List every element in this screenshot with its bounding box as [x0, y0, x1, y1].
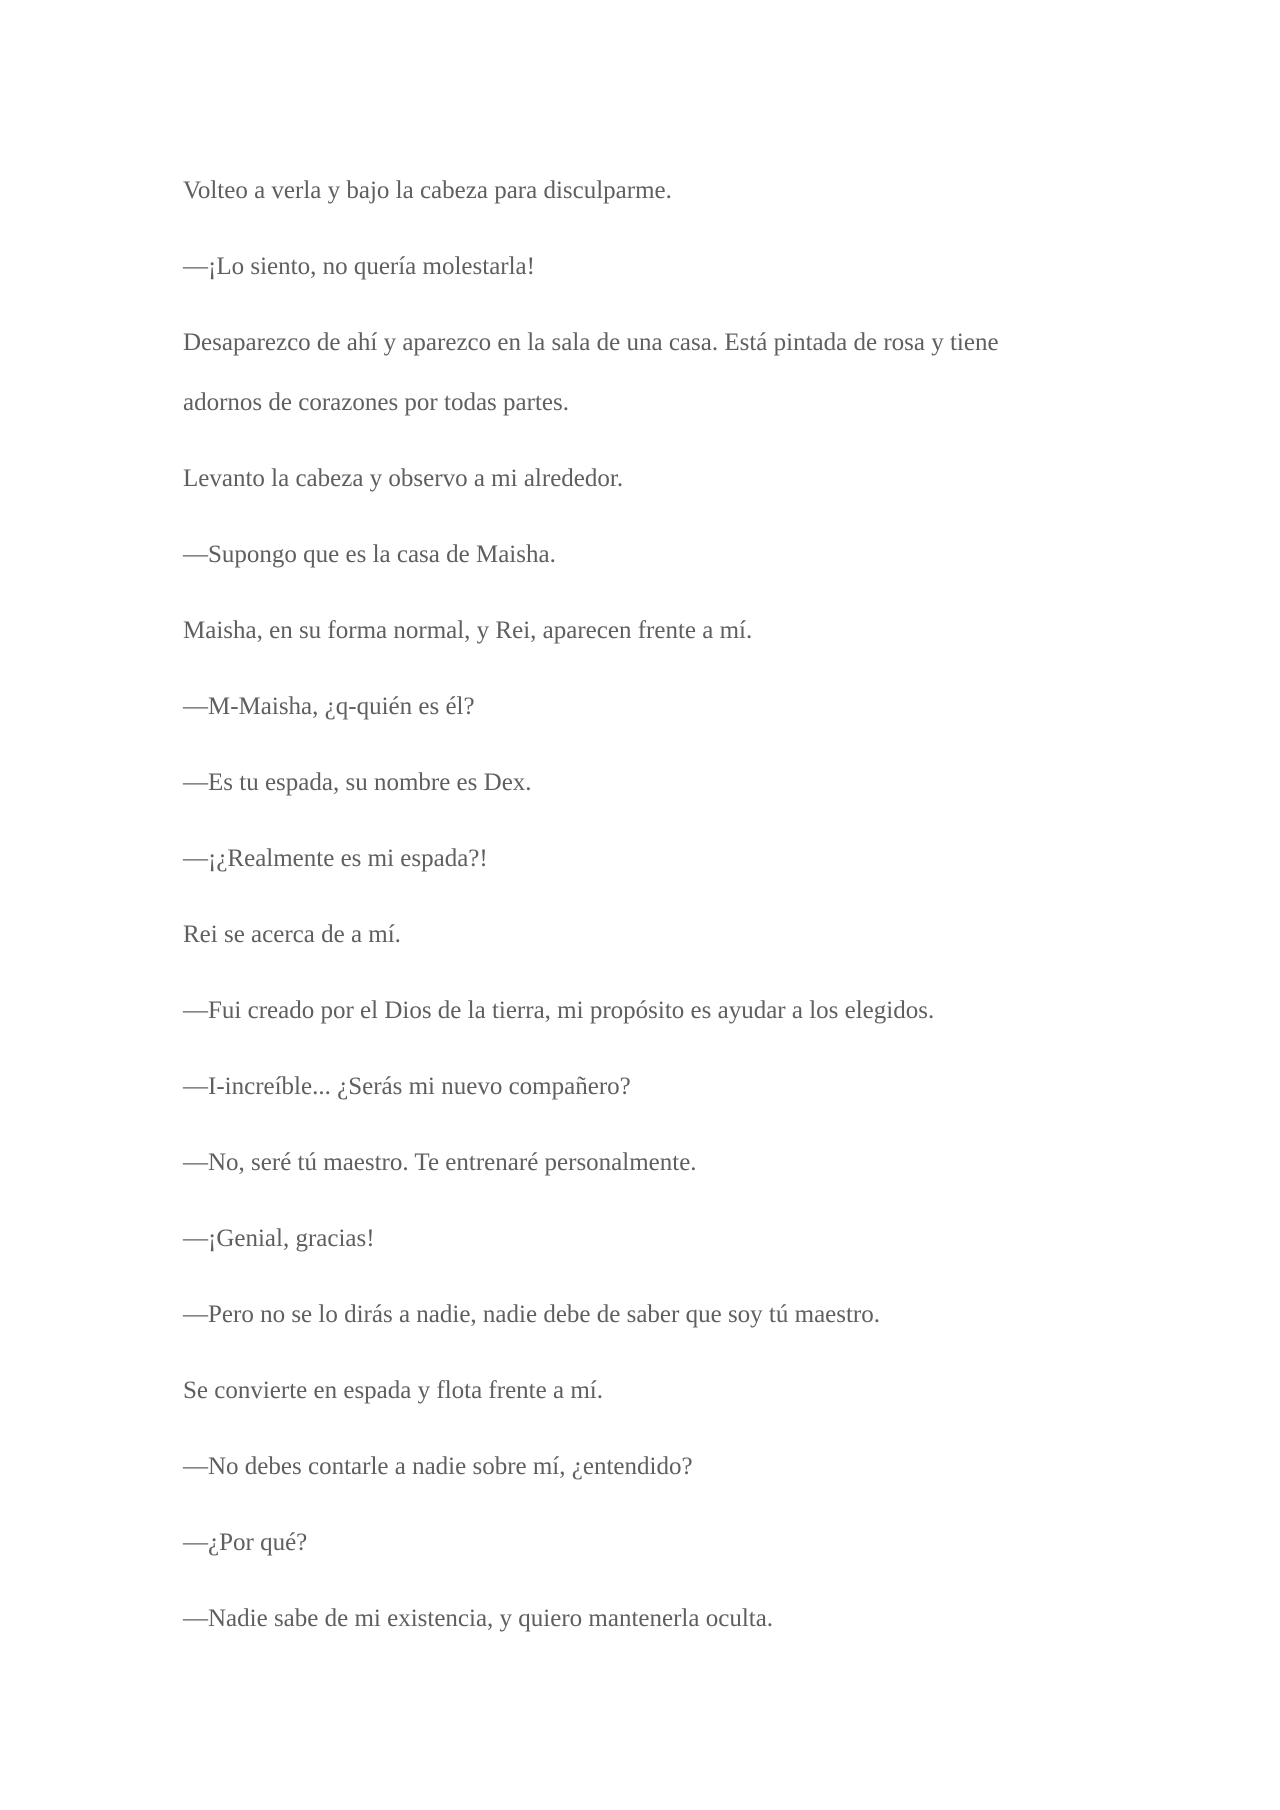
- paragraph: Maisha, en su forma normal, y Rei, aparecen frente a mí.: [183, 617, 753, 644]
- dialogue-line: —M-Maisha, ¿q-quién es él?: [183, 693, 475, 720]
- dialogue-line: —No debes contarle a nadie sobre mí, ¿entendido?: [183, 1453, 693, 1480]
- paragraph: Volteo a verla y bajo la cabeza para disculparme.: [183, 177, 672, 204]
- document-body: [183, 176, 1083, 1680]
- paragraph: Rei se acerca de a mí.: [183, 921, 401, 948]
- dialogue-line: —¡Genial, gracias!: [183, 1225, 375, 1252]
- dialogue-line: —Es tu espada, su nombre es Dex.: [183, 769, 532, 796]
- dialogue-line: —Pero no se lo dirás a nadie, nadie debe de saber que soy tú maestro.: [183, 1301, 881, 1328]
- paragraph: Se convierte en espada y flota frente a mí.: [183, 1377, 603, 1404]
- dialogue-line: —Supongo que es la casa de Maisha.: [183, 541, 556, 568]
- dialogue-line: —¡¿Realmente es mi espada?!: [183, 845, 488, 872]
- paragraph: Levanto la cabeza y observo a mi alrededor.: [183, 465, 624, 492]
- dialogue-line: —¿Por qué?: [183, 1529, 308, 1556]
- dialogue-line: —¡Lo siento, no quería molestarla!: [183, 253, 535, 280]
- dialogue-line: —No, seré tú maestro. Te entrenaré personalmente.: [183, 1149, 697, 1176]
- dialogue-line: —Fui creado por el Dios de la tierra, mi propósito es ayudar a los elegidos.: [183, 997, 935, 1024]
- dialogue-line: —I-increíble... ¿Serás mi nuevo compañero?: [183, 1073, 631, 1100]
- paragraph: Desaparezco de ahí y aparezco en la sala de una casa. Está pintada de rosa y tiene adornos de corazones por todas partes.: [183, 329, 999, 416]
- dialogue-line: —Nadie sabe de mi existencia, y quiero mantenerla oculta.: [183, 1605, 774, 1632]
